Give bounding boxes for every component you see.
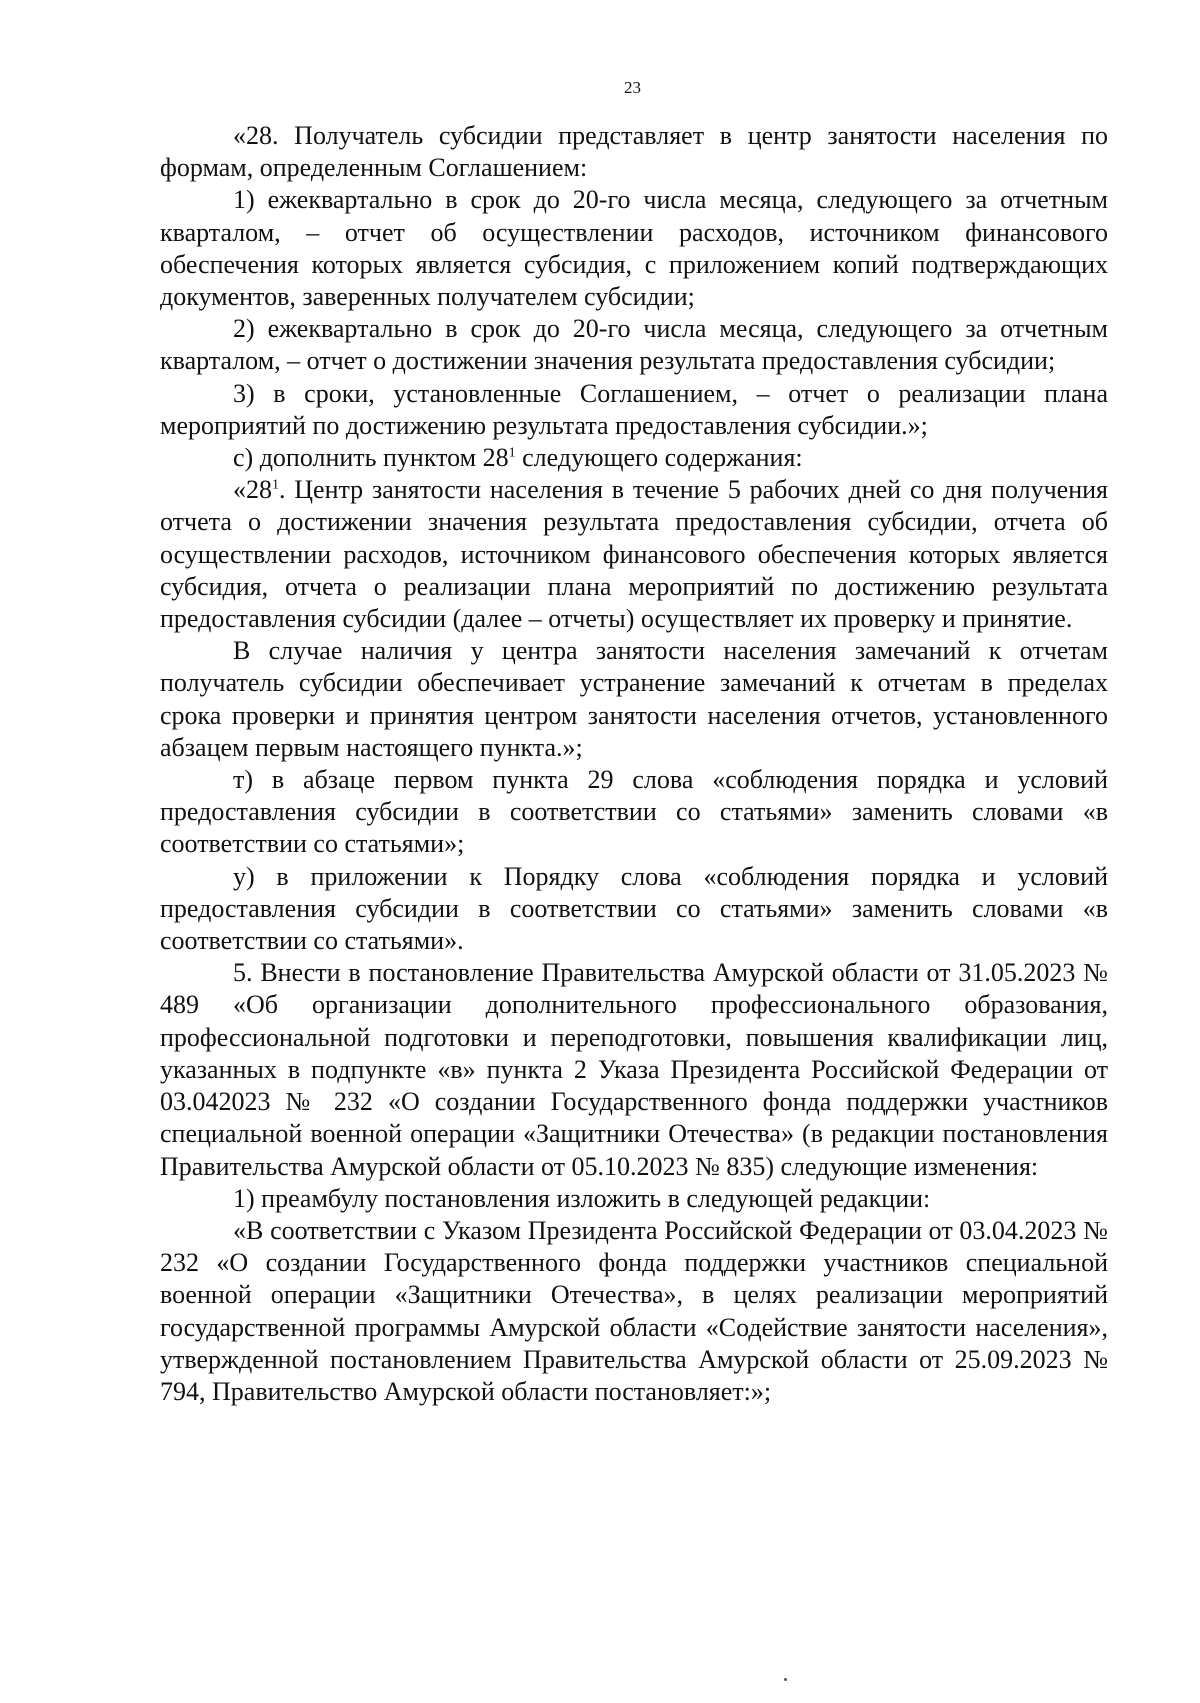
scan-speck — [784, 1678, 787, 1681]
paragraph-item-t: т) в абзаце первом пункта 29 слова «соблюдения порядка и условий предоставления субсидии в соответствии со статьями» заменить словами «в соответствии со статьями»; — [160, 765, 1108, 859]
document-body — [160, 120, 1108, 1408]
paragraph-28-item-2: 2) ежеквартально в срок до 20-го числа месяца, следующего за отчетным кварталом, – отчет о достижении значения результата предоставления субсидии; — [160, 314, 1108, 376]
paragraph-28-1-after: . Центр занятости населения в течение 5 рабочих дней со дня получения отчета о достижении значения результата предоставления субсидии, отчета об осуществлении расходов, источником финансового обеспечения которых является субсидия, отчета о реализации плана мероприятий по достижению результата предоставления субсидии (далее – отчеты) осуществляет их проверку и принятие. — [160, 475, 1108, 634]
paragraph-5-item-1: 1) преамбулу постановления изложить в следующей редакции: — [233, 1183, 931, 1213]
paragraph-28-1-before: «28 — [233, 475, 272, 505]
paragraph-28-1 — [160, 474, 1108, 635]
paragraph-item-s-after: следующего содержания: — [515, 443, 803, 473]
paragraph-28-item-1: 1) ежеквартально в срок до 20-го числа месяца, следующего за отчетным кварталом, – отчет об осуществлении расходов, источником финансового обеспечения которых является субсидия, с приложением копий подтверждающих документов, заверенных получателем субсидии; — [160, 185, 1108, 312]
paragraph-remarks: В случае наличия у центра занятости населения замечаний к отчетам получатель субсидии обеспечивает устранение замечаний к отчетам в пределах срока проверки и принятия центром занятости населения отчетов, установленного абзацем первым настоящего пункта.»; — [160, 636, 1108, 762]
paragraph-item-u: у) в приложении к Порядку слова «соблюдения порядка и условий предоставления субсидии в соответствии со статьями» заменить словами «в соответствии со статьями». — [160, 861, 1108, 956]
paragraph-item-s-before: с) дополнить пунктом 28 — [233, 443, 509, 473]
page-number: 23 — [624, 78, 641, 97]
superscript-marker: 1 — [272, 477, 279, 493]
paragraph-section-5: 5. Внести в постановление Правительства Амурской области от 31.05.2023 № 489 «Об организации дополнительного профессионального образования, профессиональной подготовки и переподготовки, повышения квалификации лиц, указанных в подпункте «в» пункта 2 Указа Президента Российской Федерации от 03.042023 № 232 «О создании Государственного фонда поддержки участников специальной военной операции «Защитники Отечества» (в редакции постановления Правительства Амурской области от 05.10.2023 № 835) следующие изменения: — [160, 958, 1108, 1181]
paragraph-28-intro: «28. Получатель субсидии представляет в центр занятости населения по формам, определенным Соглашением: — [160, 121, 1108, 183]
paragraph-preamble-quote: «В соответствии с Указом Президента Российской Федерации от 03.04.2023 № 232 «О создании Государственного фонда поддержки участников специальной военной операции «Защитники Отечества», в целях реализации мероприятий государственной программы Амурской области «Содействие занятости населения», утвержденной постановлением Правительства Амурской области от 25.09.2023 № 794, Правительство Амурской области постановляет:»; — [160, 1215, 1108, 1406]
paragraph-28-item-3: 3) в сроки, установленные Соглашением, – отчет о реализации плана мероприятий по достижению результата предоставления субсидии.»; — [160, 378, 1108, 440]
superscript-marker: 1 — [508, 445, 516, 461]
paragraph-item-s — [160, 442, 1108, 474]
